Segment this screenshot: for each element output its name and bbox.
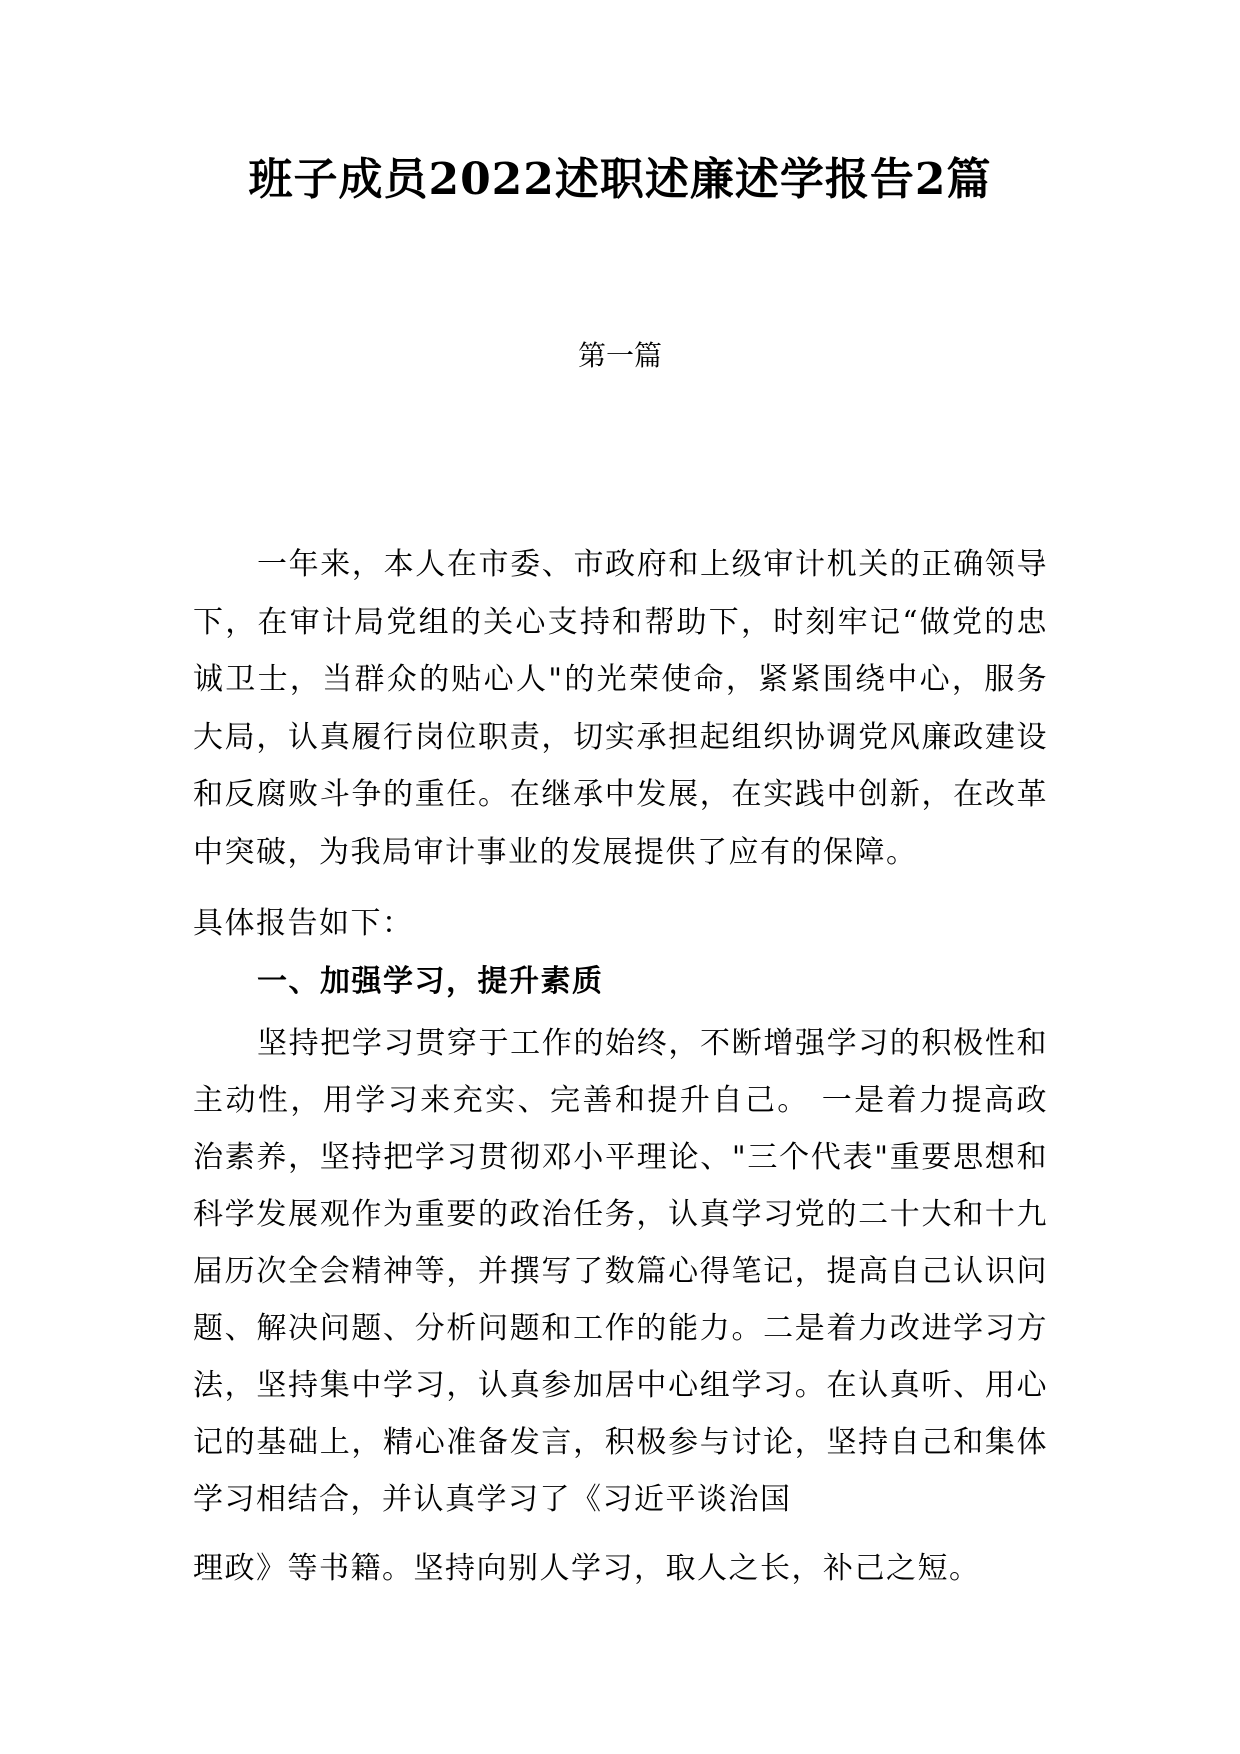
- paragraph-lead: 具体报告如下：: [193, 906, 414, 941]
- paragraph-study: [193, 1015, 1048, 1597]
- document-title: 班子成员2022述职述廉述学报告2篇: [248, 154, 992, 205]
- paragraph-study-text: 坚持把学习贯穿于工作的始终，不断增强学习的积极性和主动性，用学习来充实、完善和提升自己。 一是着力提高政治素养，坚持把学习贯彻邓小平理论、"三个代表"重要思想和科学发展观作为重要的政治任务，认真学习党的二十大和十九届历次全会精神等，并撰写了数篇心得笔记，提高自己认识问题、解决问题、分析问题和工作的能力。二是着力改进学习方法，坚持集中学习，认真参加居中心组学习。在认真听、用心记的基础上，精心准备发言，积极参与讨论，坚持自己和集体学习相结合，并认真学习了《习近平谈治国: [193, 1026, 1048, 1517]
- paragraph-study-last-line: 理政》等书籍。坚持向别人学习，取人之长，补己之短。: [193, 1551, 981, 1586]
- section-label: 第一篇: [577, 339, 662, 372]
- paragraph-intro: 一年来，本人在市委、市政府和上级审计机关的正确领导下，在审计局党组的关心支持和帮助下，时刻牢记“做党的忠诚卫士，当群众的贴心人"的光荣使命，紧紧围绕中心，服务大局，认真履行岗位职责，切实承担起组织协调党风廉政建设和反腐败斗争的重任。在继承中发展，在实践中创新，在改革中突破，为我局审计事业的发展提供了应有的保障。: [193, 547, 1048, 870]
- heading-1: 一、加强学习，提升素质: [257, 964, 604, 999]
